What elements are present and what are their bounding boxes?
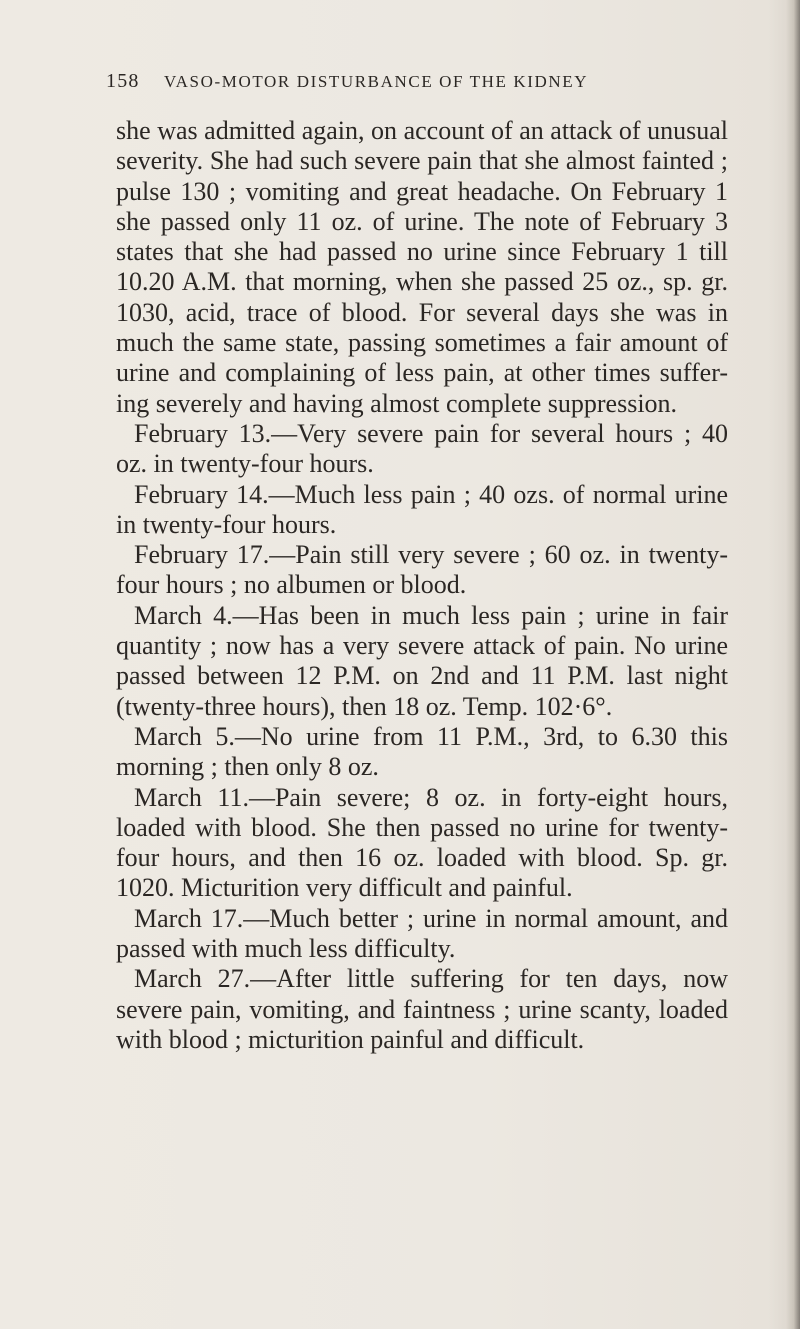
entry-march-4: March 4.—Has been in much less pain ; urine in fair quantity ; now has a very severe attack of pain. No urine passed between 12 P.M. on 2nd and 11 P.M. last night (twenty-three hours), then 18 oz. Temp. 102·6°.	[116, 600, 728, 721]
entry-march-11: March 11.—Pain severe; 8 oz. in forty-eight hours, loaded with blood. She then passed no urine for twenty-four hours, and then 16 oz. loaded with blood. Sp. gr. 1020. Micturition very difficult and painful.	[116, 782, 728, 903]
page-edge-shadow	[786, 0, 800, 1329]
paragraph-intro: she was admitted again, on account of an attack of unusual severity. She had such severe pain that she almost fainted ; pulse 130 ; vomiting and great headache. On February 1 she passed only 11 oz. of urine. The note of February 3 states that she had passed no urine since February 1 till 10.20 A.M. that morning, when she passed 25 oz., sp. gr. 1030, acid, trace of blood. For several days she was in much the same state, passing sometimes a fair amount of urine and complaining of less pain, at other times suffer- ing severely and having almost complete suppression.	[116, 116, 728, 418]
entry-february-13: February 13.—Very severe pain for several hours ; 40 oz. in twenty-four hours.	[116, 418, 728, 479]
entry-march-17: March 17.—Much better ; urine in normal amount, and passed with much less difficulty.	[116, 903, 728, 964]
page-number: 158	[106, 70, 140, 92]
entry-february-14: February 14.—Much less pain ; 40 ozs. of normal urine in twenty-four hours.	[116, 479, 728, 539]
entry-march-5: March 5.—No urine from 11 P.M., 3rd, to 6.30 this morning ; then only 8 oz.	[116, 721, 728, 782]
entry-march-27: March 27.—After little suffering for ten days, now severe pain, vomiting, and faintness ; urine scanty, loaded with blood ; micturition painful and difficult.	[116, 964, 728, 1054]
page-header	[106, 70, 746, 100]
running-head: VASO-MOTOR DISTURBANCE OF THE KIDNEY	[164, 72, 589, 91]
entry-february-17: February 17.—Pain still very severe ; 60 oz. in twenty-four hours ; no albumen or blood.	[116, 540, 728, 600]
body-text	[116, 116, 728, 1055]
